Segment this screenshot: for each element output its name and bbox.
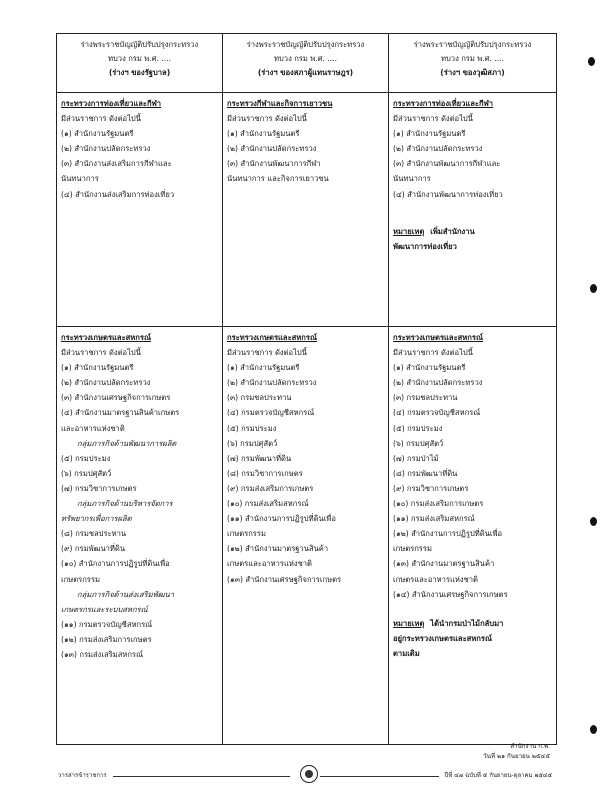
intro-text: มีส่วนราชการ ดังต่อไปนี้ (393, 348, 473, 358)
cell-s1-senate (389, 93, 557, 327)
remark-key: หมายเหตุ (393, 226, 425, 236)
list-item: (๒) สำนักงานปลัดกระทรวง (227, 378, 317, 388)
list-item: (๑๓) สำนักงานมาตรฐานสินค้า (393, 559, 495, 569)
list-item: (๔) กรมตรวจบัญชีสหกรณ์ (393, 408, 481, 418)
list-item: (๓) สำนักงานส่งเสริมการกีฬาและ (61, 159, 172, 169)
list-item: (๑๒) สำนักงานการปฏิรูปที่ดินเพื่อ (393, 529, 503, 539)
remark-text: ได้นำกรมป่าไม้กลับมา (430, 618, 504, 628)
list-item: (๙) กรมพัฒนาที่ดิน (61, 544, 126, 554)
list-item: (๑๒) สำนักงานมาตรฐานสินค้า (227, 544, 329, 554)
journal-logo-icon (300, 765, 318, 783)
intro-text: มีส่วนราชการ ดังต่อไปนี้ (393, 114, 473, 124)
list-item: (๑) สำนักงานรัฐมนตรี (393, 363, 466, 373)
list-item: (๑) สำนักงานรัฐมนตรี (393, 129, 466, 139)
header-row (57, 34, 557, 93)
binder-hole-icon (590, 284, 597, 293)
list-item: (๕) กรมประมง (61, 453, 111, 463)
list-item: (๘) กรมวิชาการเกษตร (227, 468, 303, 478)
header-government (57, 34, 223, 93)
list-item: (๑๑) กรมตรวจบัญชีสหกรณ์ (61, 619, 153, 629)
list-item: (๑๐) กรมส่งเสริมการเกษตร (393, 499, 484, 509)
list-item: เกษตรกรรม (393, 544, 432, 554)
list-item: นันทนาการ (61, 174, 99, 184)
footer-journal-name: วารสารข้าราชการ (58, 770, 113, 782)
intro-text: มีส่วนราชการ ดังต่อไปนี้ (61, 348, 141, 358)
header-line: ร่างพระราชบัญญัติปรับปรุงกระทรวง (80, 40, 199, 49)
list-item: (๖) กรมปศุสัตว์ (61, 468, 112, 478)
signature-office: สำนักงาน ก.พ. (510, 743, 550, 750)
list-item: (๔) กรมตรวจบัญชีสหกรณ์ (227, 408, 315, 418)
list-item: (๑๐) สำนักงานการปฏิรูปที่ดินเพื่อ (61, 559, 170, 569)
intro-text: มีส่วนราชการ ดังต่อไปนี้ (227, 348, 307, 358)
list-item: (๙) กรมวิชาการเกษตร (393, 483, 469, 493)
list-item: (๔) สำนักงานส่งเสริมการท่องเที่ยว (61, 189, 175, 199)
list-item: นันทนาการ (393, 174, 431, 184)
binder-hole-icon (590, 517, 597, 526)
remark-text: พัฒนาการท่องเที่ยว (393, 241, 457, 251)
list-item: (๑๒) กรมส่งเสริมการเกษตร (61, 634, 152, 644)
list-item: (๖) กรมปศุสัตว์ (227, 438, 278, 448)
ministry-title: กระทรวงเกษตรและสหกรณ์ (61, 333, 152, 342)
list-item: เกษตรกรรม (227, 529, 266, 539)
signature-block (483, 742, 550, 762)
ministry-title: กระทรวงเกษตรและสหกรณ์ (393, 333, 484, 342)
cell-s2-house (223, 327, 389, 745)
list-item: (๔) สำนักงานพัฒนาการท่องเที่ยว (393, 189, 503, 199)
list-item: (๑) สำนักงานรัฐมนตรี (227, 129, 300, 139)
group-heading-cont: เกษตรกรและระบบสหกรณ์ (61, 604, 148, 614)
remark-text: ตามเดิม (393, 648, 420, 658)
group-heading-cont: ทรัพยากรเพื่อการผลิต (61, 514, 132, 524)
list-item: เกษตรกรรม (61, 574, 100, 584)
intro-text: มีส่วนราชการ ดังต่อไปนี้ (61, 114, 141, 124)
list-item: (๒) สำนักงานปลัดกระทรวง (393, 378, 483, 388)
list-item: และอาหารแห่งชาติ (61, 423, 125, 433)
cell-s2-senate (389, 327, 557, 745)
ministry-title: กระทรวงการท่องเที่ยวและกีฬา (61, 99, 162, 108)
header-line: ร่างพระราชบัญญัติปรับปรุงกระทรวง (413, 40, 532, 49)
list-item: (๓) สำนักงานพัฒนาการกีฬาและ (393, 159, 501, 169)
group-heading: กลุ่มภารกิจด้านบริหารจัดการ (77, 499, 173, 509)
comparison-table (56, 33, 557, 745)
list-item: เกษตรและอาหารแห่งชาติ (227, 559, 312, 569)
list-item: (๑) สำนักงานรัฐมนตรี (61, 129, 134, 139)
section-tourism-sports (57, 93, 557, 327)
header-line: ร่างพระราชบัญญัติปรับปรุงกระทรวง (246, 40, 365, 49)
group-heading: กลุ่มภารกิจด้านพัฒนาการผลิต (77, 438, 177, 448)
list-item: (๔) สำนักงานมาตรฐานสินค้าเกษตร (61, 408, 180, 418)
list-item: (๙) กรมส่งเสริมการเกษตร (227, 483, 314, 493)
header-line: ทบวง กรม พ.ศ. .... (107, 54, 172, 63)
list-item: (๕) กรมประมง (393, 423, 443, 433)
remark (393, 224, 552, 239)
list-item: (๑๓) กรมส่งเสริมสหกรณ์ (61, 649, 144, 659)
list-item: (๓) สำนักงานพัฒนาการกีฬา (227, 159, 321, 169)
footer-issue-info: ปีที่ ๔๗ ฉบับที่ ๕ กันยายน-ตุลาคม ๒๕๔๕ (439, 770, 552, 782)
list-item: (๑๓) สำนักงานเศรษฐกิจการเกษตร (227, 574, 342, 584)
binder-hole-icon (588, 57, 595, 66)
list-item: เกษตรและอาหารแห่งชาติ (393, 574, 478, 584)
signature-date: วันที่ ๒๑ กันยายน ๒๕๔๕ (483, 753, 550, 760)
list-item: (๒) สำนักงานปลัดกระทรวง (61, 144, 151, 154)
list-item: (๒) สำนักงานปลัดกระทรวง (61, 378, 151, 388)
header-author: (ร่างฯ ของสภาผู้แทนราษฎร) (257, 68, 354, 77)
remark-key: หมายเหตุ (393, 618, 425, 628)
list-item: นันทนาการ และกิจการเยาวชน (227, 174, 329, 184)
list-item: (๖) กรมปศุสัตว์ (393, 438, 444, 448)
cell-s1-house (223, 93, 389, 327)
group-heading: กลุ่มภารกิจด้านส่งเสริมพัฒนา (77, 589, 175, 599)
list-item: (๗) กรมป่าไม้ (393, 453, 439, 463)
section-agriculture (57, 327, 557, 745)
remark-text: เพิ่มสำนักงาน (430, 226, 475, 236)
header-author: (ร่างฯ ของวุฒิสภา) (440, 68, 505, 77)
list-item: (๒) สำนักงานปลัดกระทรวง (393, 144, 483, 154)
spacer (393, 202, 552, 220)
cell-s1-government (57, 93, 223, 327)
header-author: (ร่างฯ ของรัฐบาล) (108, 68, 171, 77)
header-house (223, 34, 389, 93)
list-item: (๑๑) สำนักงานการปฏิรูปที่ดินเพื่อ (227, 514, 336, 524)
cell-s2-government (57, 327, 223, 745)
header-line: ทบวง กรม พ.ศ. .... (440, 54, 505, 63)
ministry-title: กระทรวงการท่องเที่ยวและกีฬา (393, 99, 494, 108)
list-item: (๗) กรมวิชาการเกษตร (61, 483, 137, 493)
ministry-title: กระทรวงกีฬาและกิจการเยาวชน (227, 99, 333, 108)
list-item: (๓) กรมชลประทาน (227, 393, 292, 403)
remark-text: อยู่กระทรวงเกษตรและสหกรณ์ (393, 633, 493, 643)
list-item: (๘) กรมชลประทาน (61, 529, 127, 539)
list-item: (๑๑) กรมส่งเสริมสหกรณ์ (393, 514, 475, 524)
list-item: (๑) สำนักงานรัฐมนตรี (227, 363, 300, 373)
ministry-title: กระทรวงเกษตรและสหกรณ์ (227, 333, 318, 342)
list-item: (๒) สำนักงานปลัดกระทรวง (227, 144, 317, 154)
list-item: (๕) กรมประมง (227, 423, 277, 433)
remark (393, 616, 552, 631)
list-item: (๑) สำนักงานรัฐมนตรี (61, 363, 134, 373)
intro-text: มีส่วนราชการ ดังต่อไปนี้ (227, 114, 307, 124)
header-line: ทบวง กรม พ.ศ. .... (273, 54, 338, 63)
list-item: (๓) สำนักงานเศรษฐกิจการเกษตร (61, 393, 171, 403)
list-item: (๓) กรมชลประทาน (393, 393, 458, 403)
list-item: (๑๔) สำนักงานเศรษฐกิจการเกษตร (393, 589, 508, 599)
list-item: (๘) กรมพัฒนาที่ดิน (393, 468, 458, 478)
list-item: (๑๐) กรมส่งเสริมสหกรณ์ (227, 499, 309, 509)
list-item: (๗) กรมพัฒนาที่ดิน (227, 453, 292, 463)
header-senate (389, 34, 557, 93)
binder-hole-icon (590, 725, 597, 734)
